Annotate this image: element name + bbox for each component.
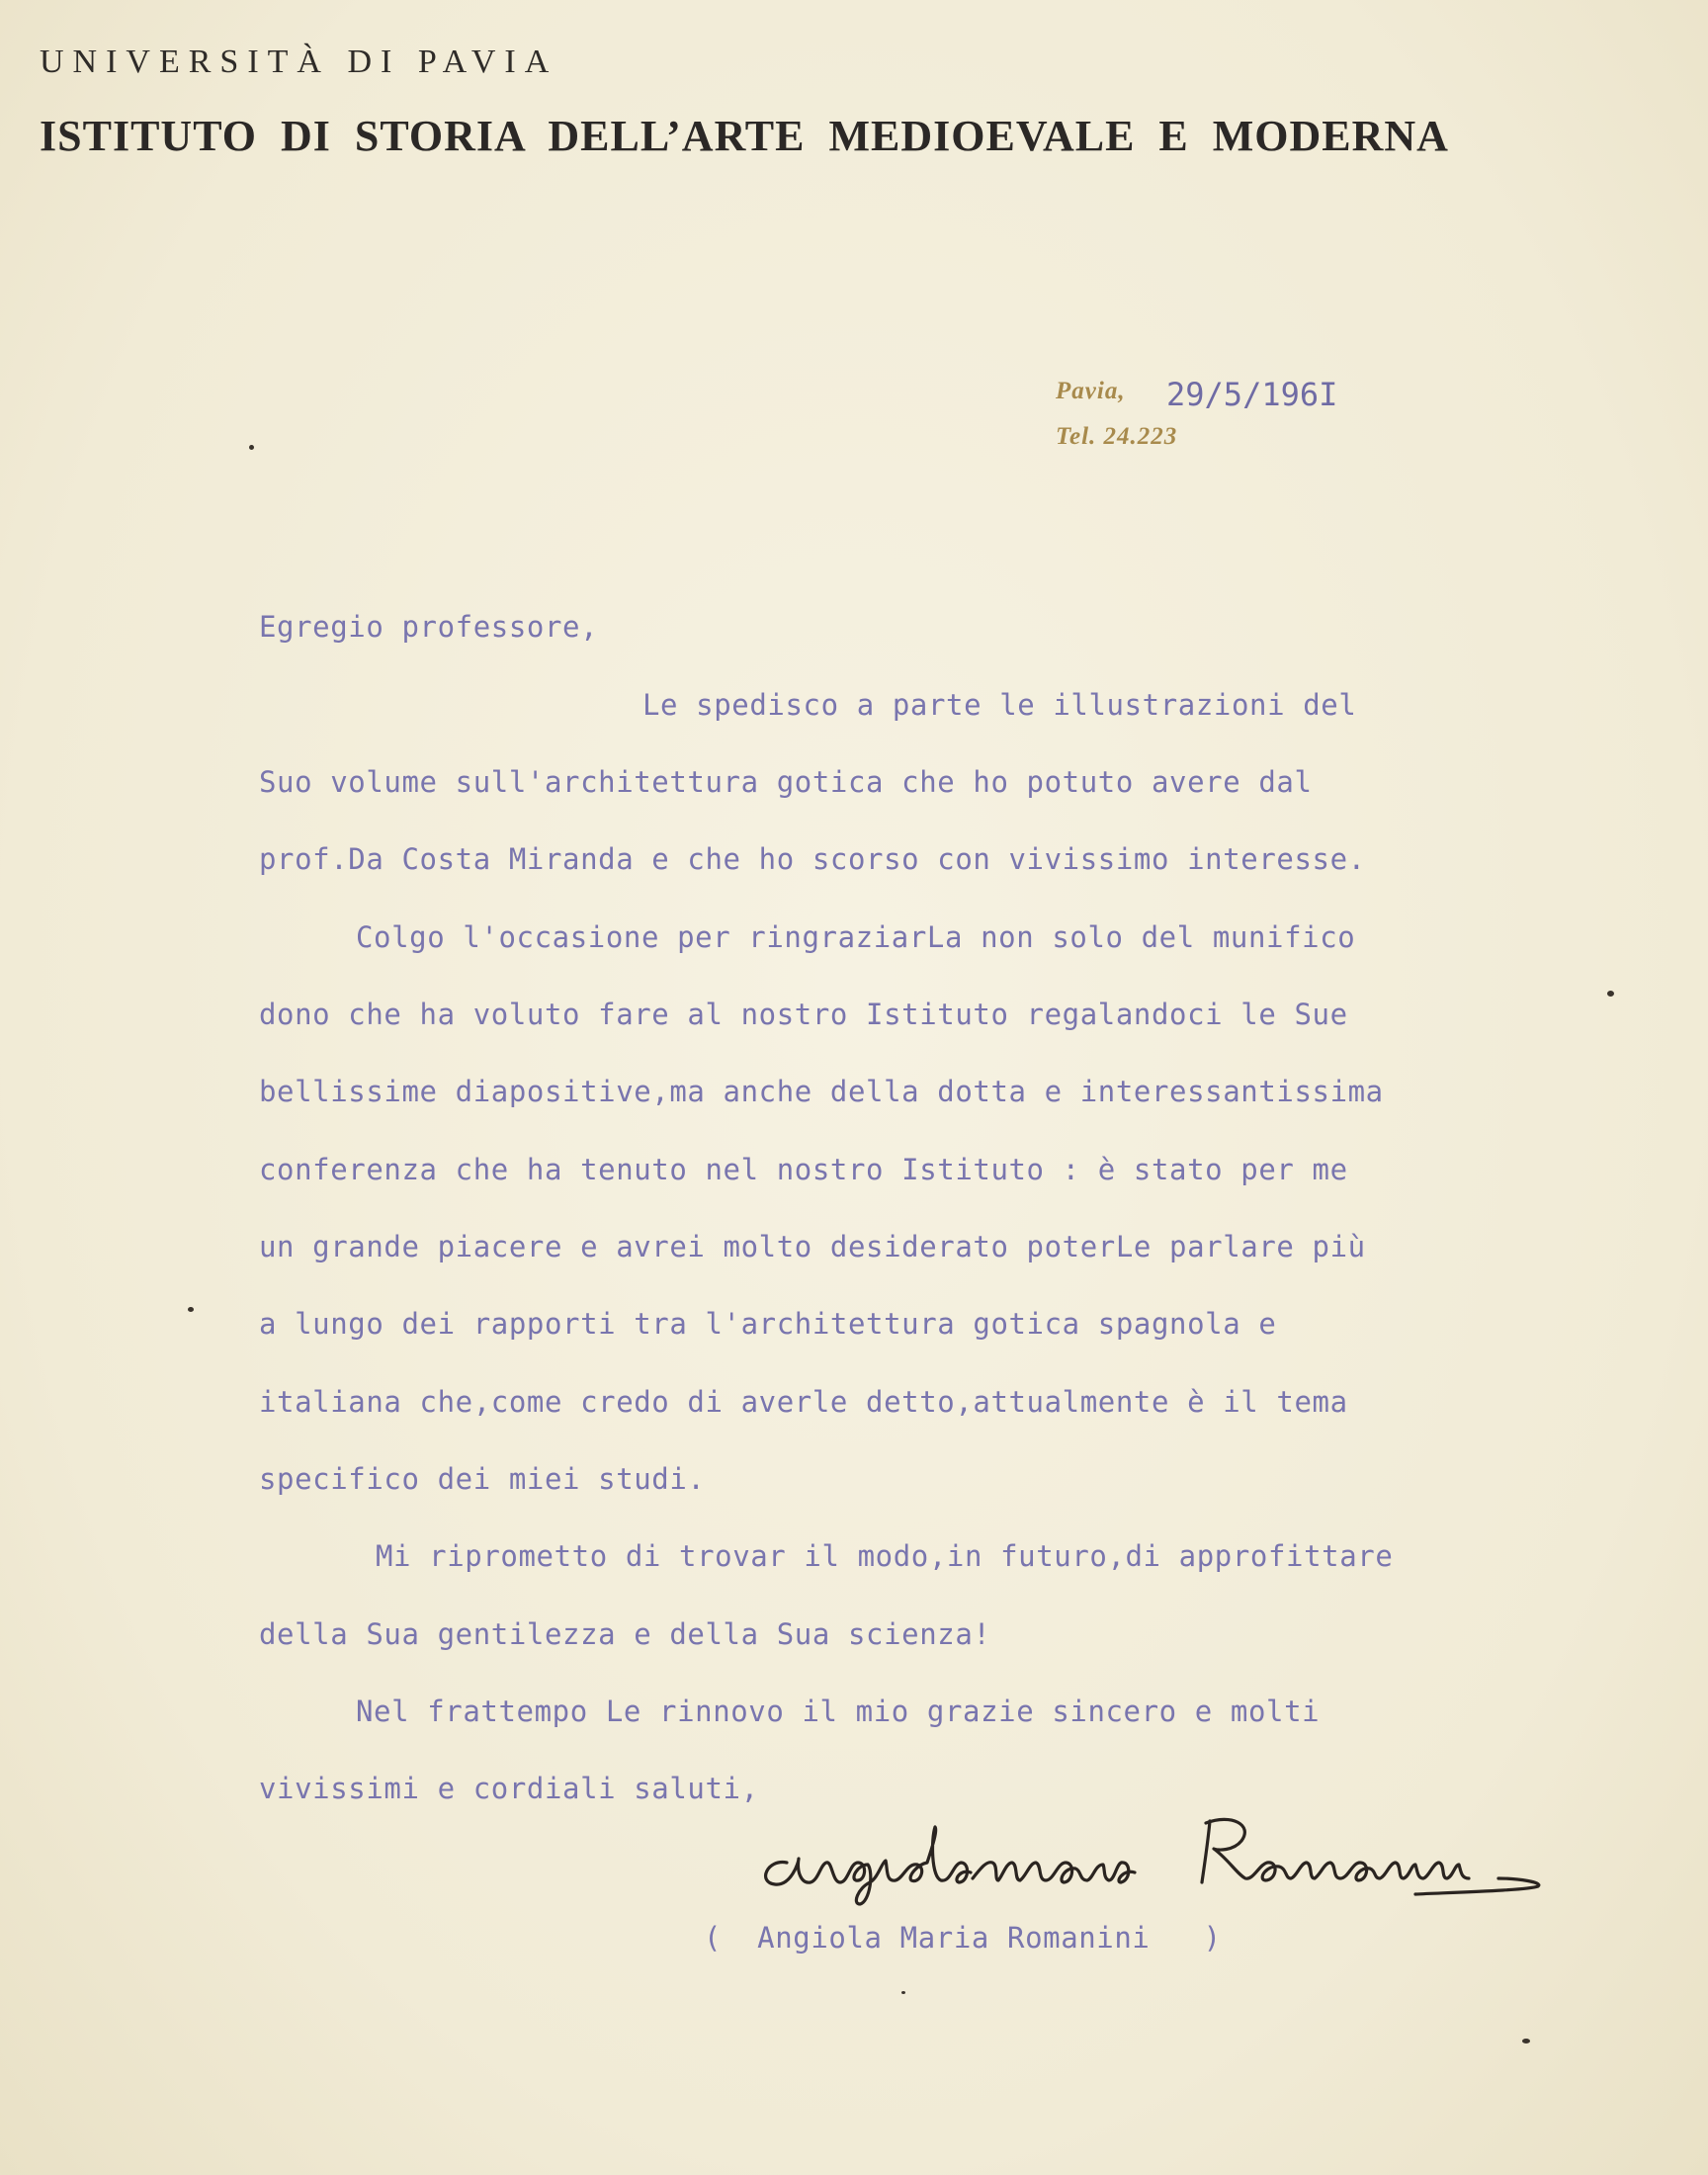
body-line: a lungo dei rapporti tra l'architettura gotica spagnola e: [259, 1307, 1277, 1341]
body-line: conferenza che ha tenuto nel nostro Istituto : è stato per me: [259, 1153, 1348, 1186]
body-line: della Sua gentilezza e della Sua scienza!: [259, 1617, 991, 1651]
body-line: Suo volume sull'architettura gotica che ho potuto avere dal: [259, 765, 1313, 799]
letter-date: 29/5/196I: [1166, 376, 1338, 413]
typed-signature: ( Angiola Maria Romanini ): [704, 1921, 1222, 1955]
handwritten-signature: [747, 1799, 1558, 1908]
letterhead-institute: ISTITUTO DI STORIA DELL’ARTE MEDIOEVALE E MODERNA: [40, 112, 1449, 160]
paper-speck: [901, 1991, 905, 1994]
body-line: bellissime diapositive,ma anche della dotta e interessantissima: [259, 1075, 1384, 1108]
body-line: Colgo l'occasione per ringraziarLa non solo del munifico: [356, 920, 1356, 954]
body-line: italiana che,come credo di averle detto,attualmente è il tema: [259, 1385, 1348, 1419]
paper-speck: [1607, 991, 1614, 997]
body-line: specifico dei miei studi.: [259, 1462, 706, 1496]
letterhead-telephone: Tel. 24.223: [1056, 423, 1178, 450]
body-line: dono che ha voluto fare al nostro Istituto regalandoci le Sue: [259, 998, 1348, 1031]
body-line: Mi riprometto di trovar il modo,in futuro,di approfittare: [376, 1539, 1394, 1573]
salutation: Egregio professore,: [259, 610, 599, 644]
body-line: Nel frattempo Le rinnovo il mio grazie sincero e molti: [356, 1695, 1321, 1728]
body-line: prof.Da Costa Miranda e che ho scorso con vivissimo interesse.: [259, 842, 1366, 876]
body-line: Le spedisco a parte le illustrazioni del: [642, 688, 1357, 722]
paper-speck: [188, 1307, 194, 1312]
paper-speck: [1522, 2039, 1530, 2044]
body-line: un grande piacere e avrei molto desiderato poterLe parlare più: [259, 1230, 1366, 1263]
letterhead-place: Pavia,: [1056, 378, 1126, 404]
letterhead-university: UNIVERSITÀ DI PAVIA: [40, 44, 558, 80]
body-line: vivissimi e cordiali saluti,: [259, 1772, 759, 1805]
paper-speck: [249, 445, 254, 450]
